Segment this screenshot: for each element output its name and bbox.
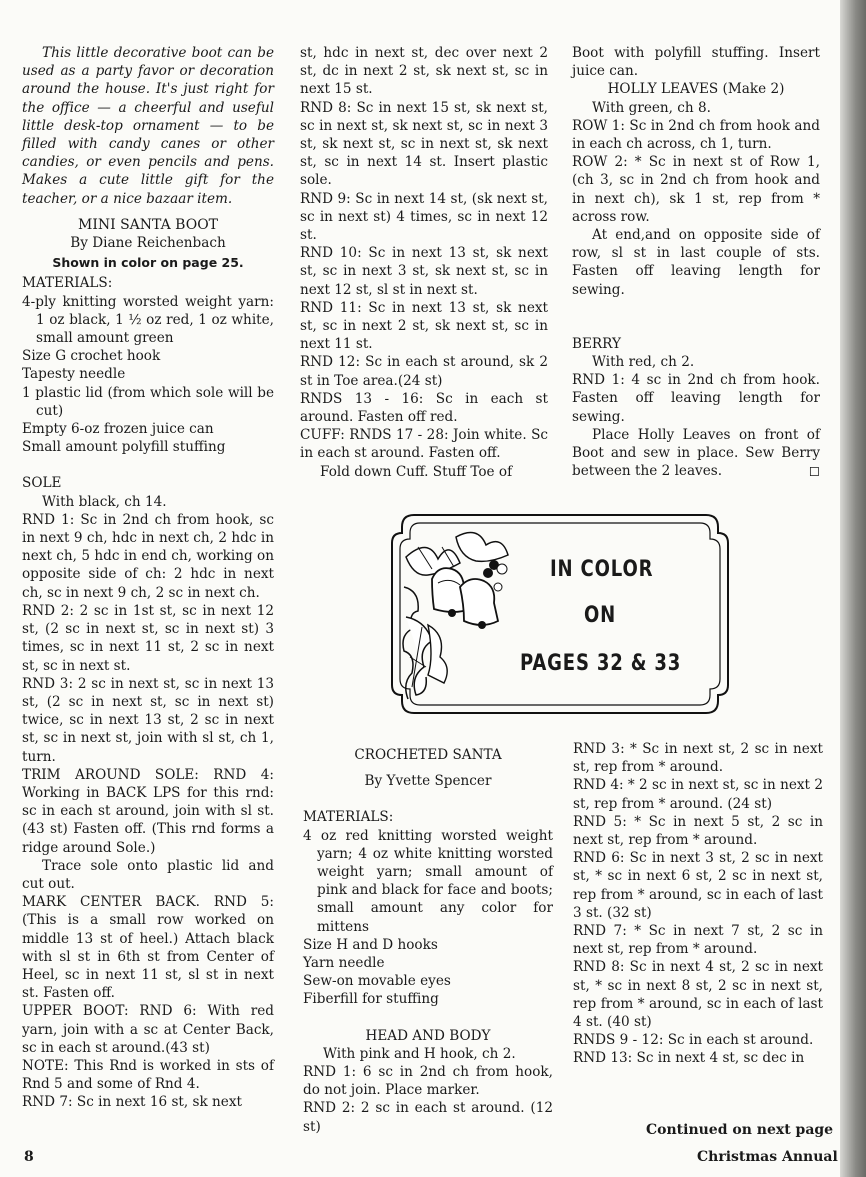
page-edge-shadow [840, 0, 866, 1177]
assembly-note [572, 426, 820, 481]
trace-note: Trace sole onto plastic lid and cut out. [22, 857, 274, 892]
in-color-box [384, 503, 740, 725]
fold-note: Fold down Cuff. Stuff Toe of [320, 463, 513, 480]
santa-rnd-5: RND 5: * Sc in next 5 st, 2 sc in next st, rep from * around. [573, 813, 823, 849]
berry-rnd-1: RND 1: 4 sc in 2nd ch from hook. Fasten off leaving length for sewing. [572, 372, 820, 425]
publication-name: Christmas Annual [697, 1149, 838, 1165]
page-number: 8 [24, 1149, 34, 1165]
intro-paragraph: This little decorative boot can be used as a party favor or decoration around the house. It's just right for the office — a cheerful and useful little desk-top ornament — to be filled with candy canes or other candies, or even pencils and pens. Makes a cute little gift for the teacher, or a nice bazaar item. [22, 45, 274, 207]
santa-rnd-13: RND 13: Sc in next 4 st, sc dec in [573, 1050, 805, 1067]
santa-rnd-1: RND 1: 6 sc in 2nd ch from hook, do not join. Place marker. [303, 1064, 553, 1099]
instruction-rnd-8: RND 8: Sc in next 15 st, sk next st, sc in next st, sk next st, sc in next 3 st, sk next st, sc in next st, sk next st, sc in next 14 st. Insert plastic sole. [300, 99, 548, 189]
santa-title: CROCHETED SANTA [354, 747, 502, 763]
santa-materials-heading: MATERIALS: [303, 809, 394, 826]
column-1 [22, 44, 274, 1112]
instruction-rnd-3: RND 3: 2 sc in next st, sc in next 13 st, (2 sc in next st, sc in next st) twice, sc in next 13 st, 2 sc in next st, sc in next st, join with sl st, ch 1, turn. [22, 675, 274, 765]
santa-rnds-9-12: RNDS 9 - 12: Sc in each st around. [573, 1032, 814, 1049]
instruction-cuff: CUFF: RNDS 17 - 28: Join white. Sc in each st around. Fasten off. [300, 427, 548, 462]
materials-item: 1 plastic lid (from which sole will be cut) [22, 384, 274, 419]
santa-materials-item: Yarn needle [303, 955, 385, 972]
end-mark-icon: ◻ [808, 463, 820, 480]
instruction-rnd-1: RND 1: Sc in 2nd ch from hook, sc in next 9 ch, hdc in next ch, 2 hdc in next ch, 5 hdc in end ch, working on opposite side of ch: 2 hdc in next ch, sc in next 9 ch, 2 sc in next ch. [22, 511, 274, 601]
santa-materials-item: Size H and D hooks [303, 936, 438, 953]
santa-column-2 [573, 740, 823, 1068]
materials-item: Empty 6-oz frozen juice can [22, 421, 214, 438]
santa-materials-item: Sew-on movable eyes [303, 973, 451, 990]
head-body-heading: HEAD AND BODY [365, 1027, 491, 1044]
santa-materials-item: Fiberfill for stuffing [303, 991, 439, 1008]
instruction-rnd-12: RND 12: Sc in each st around, sk 2 st in Toe area.(24 st) [300, 354, 548, 389]
column-3 [572, 44, 820, 480]
holly-intro: With green, ch 8. [592, 99, 711, 116]
materials-item: Tapesty needle [22, 366, 126, 383]
instruction-rnd-11: RND 11: Sc in next 13 st, sk next st, sc in next 2 st, sk next st, sc in next 11 st. [300, 299, 548, 353]
holly-heading: HOLLY LEAVES (Make 2) [607, 81, 785, 98]
santa-rnd-6: RND 6: Sc in next 3 st, 2 sc in next st, * sc in next 6 st, 2 sc in next st, rep from * around, sc in each of last 3 st. (32 st) [573, 850, 823, 921]
instruction-rnd-5: MARK CENTER BACK. RND 5: (This is a small row worked on middle 13 st of heel.) Attach black with sl st in 6th st from Center of Heel, sc in next 11 st, sl st in next st. Fasten off. [22, 894, 274, 1002]
column-2 [300, 44, 548, 481]
santa-materials-item: 4 oz red knitting worsted weight yarn; 4 oz white knitting worsted weight yarn; small amount of pink and black for face and boots; small amount any color for mittens [303, 827, 553, 935]
santa-byline: By Yvette Spencer [364, 773, 492, 790]
box-line-3: PAGES 32 & 33 [520, 651, 682, 676]
holly-finish: At end,and on opposite side of row, sl st in last couple of sts. Fasten off leaving length for sewing. [572, 227, 820, 298]
materials-heading: MATERIALS: [22, 275, 113, 292]
head-body-intro: With pink and H hook, ch 2. [323, 1045, 516, 1062]
santa-rnd-4: RND 4: * 2 sc in next st, sc in next 2 st, rep from * around. (24 st) [573, 777, 823, 812]
pattern-title: MINI SANTA BOOT [77, 216, 219, 233]
materials-item: Small amount polyfill stuffing [22, 439, 226, 456]
instruction-rnd-4: TRIM AROUND SOLE: RND 4: Working in BACK LPS for this rnd: sc in each st around, join with sl st.(43 st) Fasten off. (This rnd forms a ridge around Sole.) [22, 766, 274, 856]
instruction-rnds-13-16: RNDS 13 - 16: Sc in each st around. Fasten off red. [300, 390, 548, 426]
note-text: NOTE: This Rnd is worked in sts of Rnd 5 and some of Rnd 4. [22, 1057, 274, 1093]
assembly-text: Place Holly Leaves on front of Boot and sew in place. Sew Berry between the 2 leaves. [572, 426, 820, 480]
santa-column [303, 746, 553, 1136]
holly-bells-icon [398, 517, 528, 707]
pattern-byline: By Diane Reichenbach [70, 235, 226, 252]
instruction-rnd-10: RND 10: Sc in next 13 st, sk next st, sc in next 3 st, sk next st, sc in next 12 st, sl st in next st. [300, 245, 548, 298]
santa-rnd-8: RND 8: Sc in next 4 st, 2 sc in next st, * sc in next 8 st, 2 sc in next st, rep from * around, sc in each of last 4 st. (40 st) [573, 959, 823, 1031]
materials-item: 4-ply knitting worsted weight yarn: 1 oz black, 1 ½ oz red, 1 oz white, small amount green [22, 293, 274, 347]
sole-heading: SOLE [22, 475, 62, 492]
box-line-1: IN COLOR [550, 557, 654, 582]
santa-rnd-7: RND 7: * Sc in next 7 st, 2 sc in next st, rep from * around. [573, 923, 823, 958]
rnd-7-continued: st, hdc in next st, dec over next 2 st, dc in next 2 st, sk next st, sc in next 15 st. [300, 45, 548, 98]
boot-continued: Boot with polyfill stuffing. Insert juice can. [572, 45, 820, 80]
instruction-rnd-7: RND 7: Sc in next 16 st, sk next [22, 1094, 242, 1111]
sole-intro: With black, ch 14. [42, 493, 167, 510]
berry-intro: With red, ch 2. [592, 354, 695, 371]
holly-row-1: ROW 1: Sc in 2nd ch from hook and in each ch across, ch 1, turn. [572, 117, 820, 153]
continued-note: Continued on next page [646, 1122, 834, 1138]
santa-rnd-3: RND 3: * Sc in next st, 2 sc in next st, rep from * around. [573, 741, 823, 776]
instruction-rnd-9: RND 9: Sc in next 14 st, (sk next st, sc in next st) 4 times, sc in next 12 st. [300, 190, 548, 244]
berry-heading: BERRY [572, 335, 621, 352]
santa-rnd-2: RND 2: 2 sc in each st around. (12 st) [303, 1100, 553, 1135]
instruction-rnd-2: RND 2: 2 sc in 1st st, sc in next 12 st, (2 sc in next st, sc in next st) 3 times, sc in next 11 st, 2 sc in next st, sc in next st. [22, 602, 274, 674]
instruction-rnd-6: UPPER BOOT: RND 6: With red yarn, join with a sc at Center Back, sc in each st around.(43 st) [22, 1003, 274, 1056]
materials-item: Size G crochet hook [22, 348, 161, 365]
holly-row-2: ROW 2: * Sc in next st of Row 1, (ch 3, sc in 2nd ch from hook and in next ch), sk 1 st, rep from * across row. [572, 154, 820, 225]
box-line-2: ON [584, 603, 617, 628]
shown-in-color-note: Shown in color on page 25. [52, 255, 244, 271]
